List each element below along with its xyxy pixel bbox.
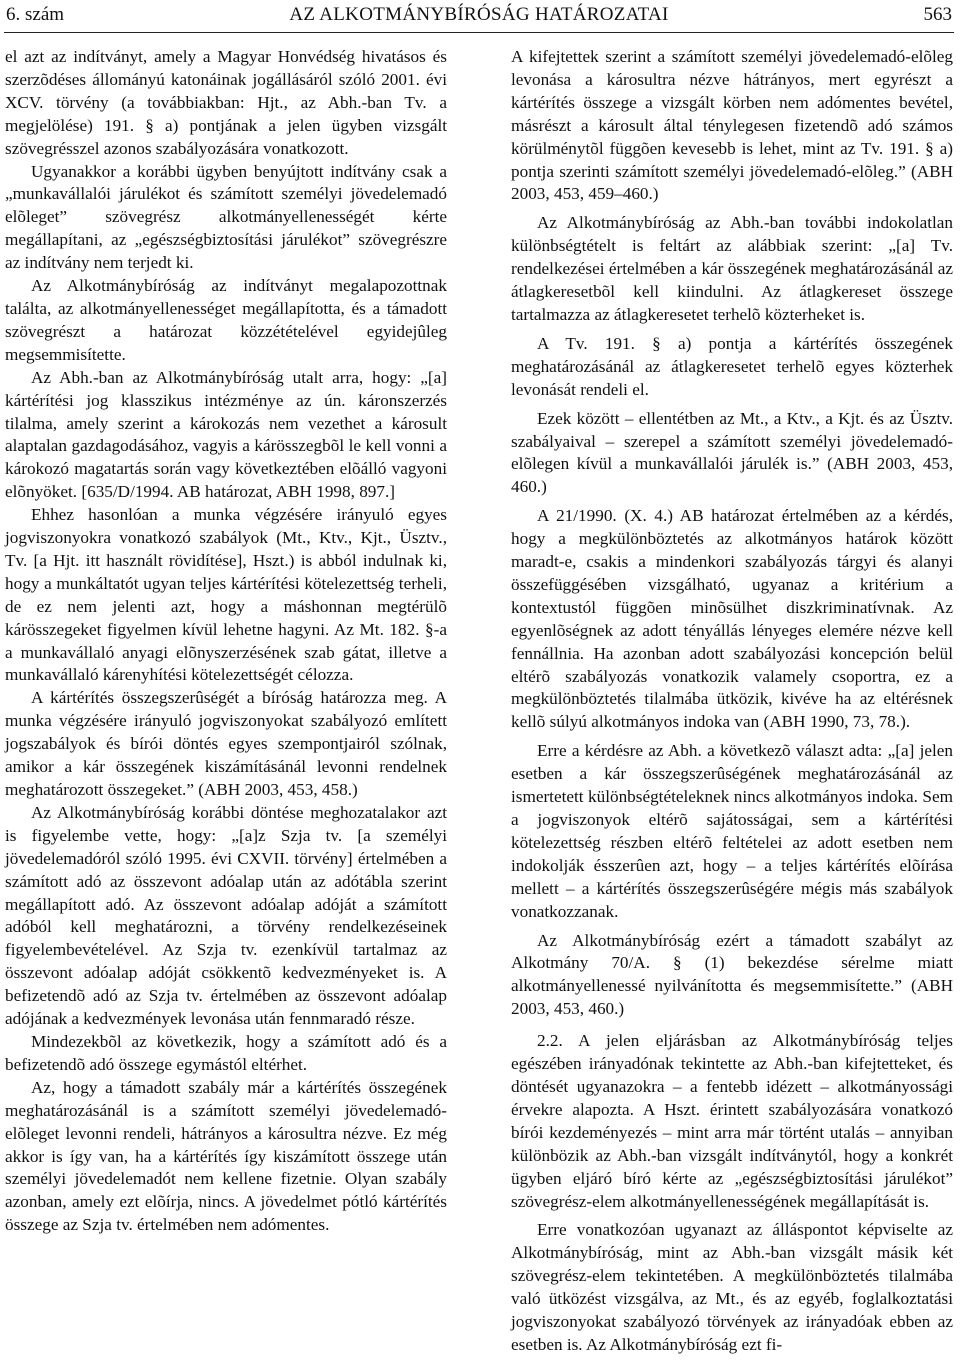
paragraph: Mindezekbõl az következik, hogy a számított adó és a befizetendõ adó összege egymástól eltérhet. (5, 1031, 447, 1074)
paragraph: Az Alkotmánybíróság az Abh.-ban további indokolatlan különbségtételt is feltárt az alábbiak szerint: „[a] Tv. rendelkezései értelmében a kár összegének meghatározásánál az átlagkeresetbõl kell kiindulni. Az átlagkereset összege tartalmazza az átlagkeresetet terhelõ közterheket is. (511, 213, 953, 324)
page-number: 563 (923, 4, 952, 25)
left-column (5, 46, 447, 1237)
paragraph: Az Alkotmánybíróság az indítványt megalapozottnak találta, az alkotmányellenességet megállapította, és a támadott szövegrészt a határozat közzétételével egyidejûleg megsemmisítette. (5, 276, 447, 364)
paragraph: Erre vonatkozóan ugyanazt az álláspontot képviselte az Alkotmánybíróság, mint az Abh.-ban vizsgált másik két szövegrész-elem tekintetében. A megkülönböztetés tilalmába való ütközést vizsgálva, az Mt., és az egyéb, foglalkoztatási jogviszonyokat szabályozó törvények az irányadóak ebben az esetben is. Az Alkotmánybíróság ezt fi- (511, 1220, 953, 1354)
paragraph: Ugyanakkor a korábbi ügyben benyújtott indítvány csak a „munkavállalói járulékot és számított személyi jövedelemadó elõleget” szövegrész alkotmányellenességét kérte megállapítani, az „egészségbiztosítási járulékot” szövegrészre az indítvány nem terjedt ki. (5, 161, 447, 273)
paragraph: A 21/1990. (X. 4.) AB határozat értelmében az a kérdés, hogy a megkülönböztetés az alkotmányos határok között maradt-e, csakis a mindenkori szabályozás tárgyi és alanyi összefüggésében vizsgálható, ugyanaz a kritérium a kontextustól függõen minõsülhet diszkriminatívnak. Az egyenlõségnek az adott tényállás lényeges elemére nézve kell fennállnia. Ha azonban adott szabályozási koncepción belül eltérõ szabályozás vonatkozik valamely csoportra, ez a megkülönböztetés tilalmába ütközik, kivéve ha az eltérésnek kellõ súlyú alkotmányos indoka van (ABH 1990, 73, 78.). (511, 506, 953, 732)
paragraph: Az Abh.-ban az Alkotmánybíróság utalt arra, hogy: „[a] kártérítési jog klasszikus intézménye az ún. káronszerzés tilalma, amely szerint a károkozás nem vezethet a károsult alaptalan gazdagodásához, vagyis a kárösszegbõl le kell vonni a károkozó magatartás során vagy következtében elõálló vagyoni elõnyöket. [635/D/1994. AB határozat, ABH 1998, 897.] (5, 367, 447, 502)
paragraph: Az Alkotmánybíróság korábbi döntése meghozatalakor azt is figyelembe vette, hogy: „[a]z Szja tv. [a személyi jövedelemadóról szóló 1995. évi CXVII. törvény] értelmében a számított adó az összevont adóalap után az adótábla szerint megállapított adó. Az összevont adóalap adóját a számított adóból kell meghatározni, a törvény rendelkezéseinek figyelembevételével. Az Szja tv. ezenkívül tartalmaz az összevont adóalap adóját csökkentõ kedvezményeket is. A befizetendõ adó az Szja tv. értelmében az összevont adóalap adójának a kedvezmények levonása után fennmaradó része. (5, 802, 447, 1029)
paragraph: Ezek között – ellentétben az Mt., a Ktv., a Kjt. és az Üsztv. szabályaival – szerepel a számított személyi jövedelemadó-elõlegen kívül a munkavállalói járulék is.” (ABH 2003, 453, 460.) (511, 408, 953, 497)
page-header (4, 2, 954, 33)
issue-number: 6. szám (6, 4, 65, 25)
running-title: AZ ALKOTMÁNYBÍRÓSÁG HATÁROZATAI (289, 4, 669, 25)
paragraph: Az Alkotmánybíróság ezért a támadott szabályt az Alkotmány 70/A. § (1) bekezdése sérelme miatt alkotmányellenessé nyilvánította és megsemmisítette.” (ABH 2003, 453, 460.) (511, 930, 953, 1019)
paragraph: A kártérítés összegszerûségét a bíróság határozza meg. A munka végzésére irányuló jogviszonyokat szabályozó említett jogszabályok és bírói döntés egyes szempontjairól szólnak, amikor a kár összegének kiszámításánál levonni rendelnek meghatározott összegeket.” (ABH 2003, 453, 458.) (5, 688, 447, 799)
paragraph: Erre a kérdésre az Abh. a következõ választ adta: „[a] jelen esetben a kár összegszerûségének meghatározásánál az ismertetett különbségtételeknek nincs alkotmányos indoka. Sem a jogviszonyok eltérõ sajátosságai, sem a kártérítési kötelezettség részben eltérõ feltételei az adott esetben nem indokolják ésszerûen azt, hogy – a teljes kártérítés elõírása mellett – a kártérítés összegszerûségére mégis más szabályok vonatkozzanak. (511, 741, 953, 921)
paragraph: Ehhez hasonlóan a munka végzésére irányuló egyes jogviszonyokra vonatkozó szabályok (Mt., Ktv., Kjt., Üsztv., Tv. [a Hjt. itt használt rövidítése], Hszt.) is abból indulnak ki, hogy a munkáltatót ugyan teljes kártérítési kötelezettség terheli, de ez nem jelenti azt, hogy a máshonnan megtérülõ kárösszegeket figyelmen kívül lehetne hagyni. Az Mt. 182. §-a a munkavállaló anyagi elõnyszerzésének szab gátat, illetve a munkavállaló kárenyhítési kötelezettségét célozza. (5, 505, 447, 685)
paragraph: Az, hogy a támadott szabály már a kártérítés összegének meghatározásánál is a számított személyi jövedelemadó-elõleget levonni rendeli, hátrányos a károsultra nézve. Ez még akkor is így van, ha a kártérítés így kiszámított összege után személyi jövedelemadót nem kellene fizetnie. Olyan szabály azonban, amely ezt elõírja, nincs. A jövedelmet pótló kártérítés összege az Szja tv. értelmében nem adómentes. (5, 1077, 447, 1235)
paragraph: A Tv. 191. § a) pontja a kártérítés összegének meghatározásánál az átlagkeresetet terhelõ egyes közterhek levonását rendeli el. (511, 333, 953, 399)
paragraph: el azt az indítványt, amely a Magyar Honvédség hivatásos és szerzõdéses állományú katonáinak jogállásáról szóló 2001. évi XCV. törvény (a továbbiakban: Hjt., az Abh.-ban Tv. a megjelölése) 191. § a) pontjának a jelen ügyben vizsgált szövegrésszel azonos szabályozására vonatkozott. (5, 47, 447, 158)
paragraph: A kifejtettek szerint a számított személyi jövedelemadó-elõleg levonása a károsultra nézve hátrányos, mert egyrészt a kártérítés összege a vizsgált körben nem adómentes bevétel, másrészt a károsult által ténylegesen fizetendõ adó számos körülménytõl függõen kevesebb is lehet, mint az Tv. 191. § a) pontja szerinti számított személyi jövedelemadó-elõleg.” (ABH 2003, 453, 459–460.) (511, 47, 953, 204)
paragraph: 2.2. A jelen eljárásban az Alkotmánybíróság teljes egészében irányadónak tekintette az Abh.-ban kifejtetteket, és döntését ugyanazokra – a fentebb idézett – alkotmányossági érvekre alapozta. A Hszt. érintett szabályozására vonatkozó bírói kezdeményezés – mint arra már történt utalás – annyiban különbözik az Abh.-ban vizsgált indítványtól, hogy a konkrét ügyben eljáró bíró kérte az „egészségbiztosítási járulékot” szövegrész-elem alkotmányellenességének megállapítását is. (511, 1031, 953, 1211)
right-column (511, 46, 953, 1357)
